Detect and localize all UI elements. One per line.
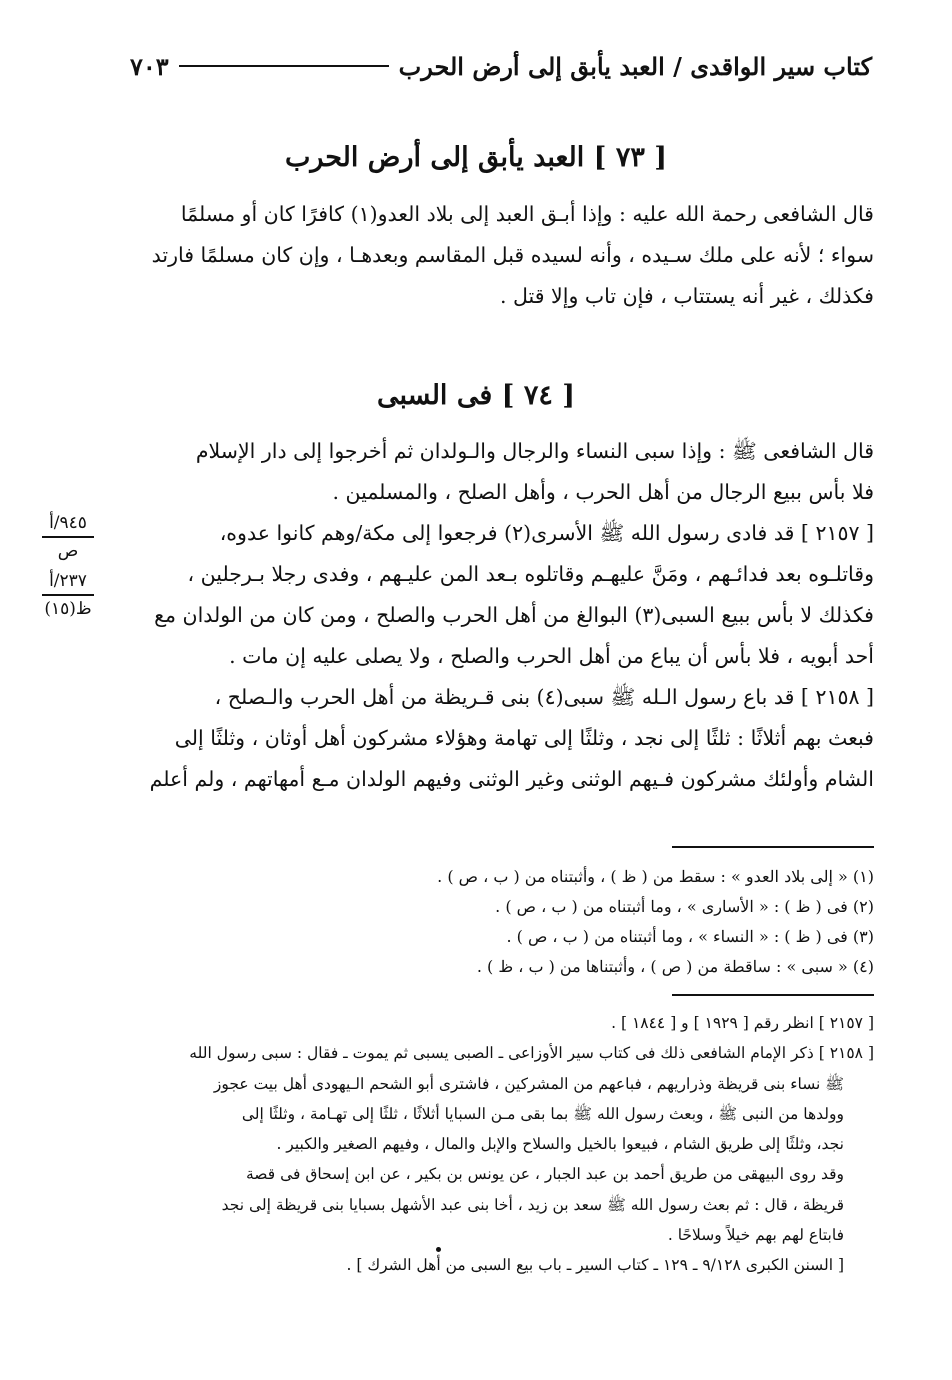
folio-mid: ص [57,541,79,561]
page-number: ٧٠٣ [130,51,169,81]
footnote-item: (١) « إلى بلاد العدو » : سقط من ( ظ ) ، وأثبتناه من ( ب ، ص ) . [437,867,874,886]
text-line: قال الشافعى رحمة الله عليه : وإذا أبـق العبد إلى بلاد العدو(١) كافرًا كان أو مسلمًا [180,202,874,226]
text-line: أحد أبويه ، فلا بأس أن يباع من أهل الحرب والصلح ، ولا يصلى عليه إن مات . [229,644,874,668]
footnotes [134,862,874,982]
text-line: فلا بأس ببيع الرجال من أهل الحرب ، وأهل الصلح ، والمسلمين . [332,480,874,504]
header-title: كتاب سير الواقدى / العبد يأبق إلى أرض الحرب [398,51,872,81]
text-line: فبعث بهم أثلاثًا : ثلثًا إلى نجد ، وثلثًا إلى تهامة وهؤلاء مشركون أهل أوثان ، وثلثًا إلى [174,726,874,750]
manuscript-folio-note [38,512,98,620]
commentary-rule [672,994,874,996]
footnote-item: (٣) فى ( ظ ) : « النساء » ، وما أثبتناه من ( ب ، ص ) . [506,927,874,946]
text-line: قال الشافعى ﷺ : وإذا سبى النساء والرجال والـولدان ثم أخرجوا إلى دار الإسلام [195,439,874,463]
footnote-rule [672,846,874,848]
text-line: فكذلك ، غير أنه يستتاب ، فإن تاب وإلا قتل . [500,284,874,308]
section-73-text [142,194,874,317]
section-74-text [142,431,874,800]
folio-divider [42,536,94,538]
ink-speck [436,1247,441,1252]
commentary-line: وقد روى البيهقى من طريق أحمد بن عبد الجبار ، عن يونس بن بكير ، عن ابن إسحاق فى قصة [245,1165,844,1184]
commentary-line: [ ٢١٥٨ ] ذكر الإمام الشافعى ذلك فى كتاب سير الأوزاعى ـ الصبى يسبى ثم يموت ـ فقال : سبى رسول الله [189,1044,874,1063]
text-line: [ ٢١٥٨ ] قد باع رسول الـله ﷺ سبى(٤) بنى قـريظة من أهل الحرب والـصلح ، [214,685,874,709]
commentary-line: [ السنن الكبرى ٩/١٢٨ ـ ١٢٩ ـ كتاب السير ـ باب بيع السبى من أهل الشرك ] . [346,1256,844,1275]
text-line: سواء ؛ لأنه على ملك سـيده ، وأنه لسيده قبل المقاسم وبعدهـا ، وإن كان مسلمًا فارتد [151,243,874,267]
header-rule [179,65,389,67]
text-line: الشام وأولئك مشركون فـيهم الوثنى وغير الوثنى وفيهم الولدان مـع أمهاتهم ، ولم أعلم [149,767,874,791]
commentary-line: قريظة ، قال : ثم بعث رسول الله ﷺ سعد بن زيد ، أخا بنى عبد الأشهل بسبايا بنى قريظة إلى نجد [221,1195,844,1214]
running-header [130,46,872,86]
footnote-item: (٢) فى ( ظ ) : « الأسارى » ، وما أثبتناه من ( ب ، ص ) . [495,897,874,916]
section-heading-74: [ ٧٤ ] فى السبى [376,380,576,411]
folio-top: ٩٤٥/أ [49,513,87,533]
commentary [130,1008,874,1281]
folio-last: ظ(١٥) [44,599,92,619]
folio-divider [42,594,94,596]
text-line: وقاتلـوه بعد فدائـهم ، ومَنَّ عليهـم وقاتلوه بـعد المن عليـهم ، وفدى رجلا بـرجلين ، [187,562,874,586]
text-line: فكذلك لا بأس ببيع السبى(٣) البوالغ من أهل الحرب والصلح ، ومن كان من الولدان مع [154,603,874,627]
footnote-item: (٤) « سبى » : ساقطة من ( ص ) ، وأثبتناها من ( ب ، ظ ) . [476,957,874,976]
text-line: [ ٢١٥٧ ] قد فادى رسول الله ﷺ الأسرى(٢) فرجعوا إلى مكة/وهم كانوا عدوه، [219,521,874,545]
commentary-line: وولدها من النبى ﷺ ، وبعث رسول الله ﷺ بما بقى مـن السبايا أثلاثًا ، ثلثًا إلى تهـامة ، وثلثًا إلى [241,1104,844,1123]
commentary-line: ﷺ نساء بنى قريظة وذراريهم ، فباعهم من المشركين ، فاشترى أبو الشحم الـيهودى أهل بيت عجوز [213,1074,844,1093]
commentary-line: [ ٢١٥٧ ] انظر رقم [ ١٩٢٩ ] و [ ١٨٤٤ ] . [611,1014,874,1032]
commentary-line: نجد، وثلثًا إلى طريق الشام ، فبيعوا بالخيل والسلاح والإبل والمال ، وفيهم الصغير والكبير . [276,1135,844,1154]
section-heading-73: [ ٧٣ ] العبد يأبق إلى أرض الحرب [284,142,668,173]
commentary-line: فابتاع لهم بهم خيلاً وسلاحًا . [667,1226,844,1245]
folio-bottom: ٢٣٧/أ [49,571,87,591]
